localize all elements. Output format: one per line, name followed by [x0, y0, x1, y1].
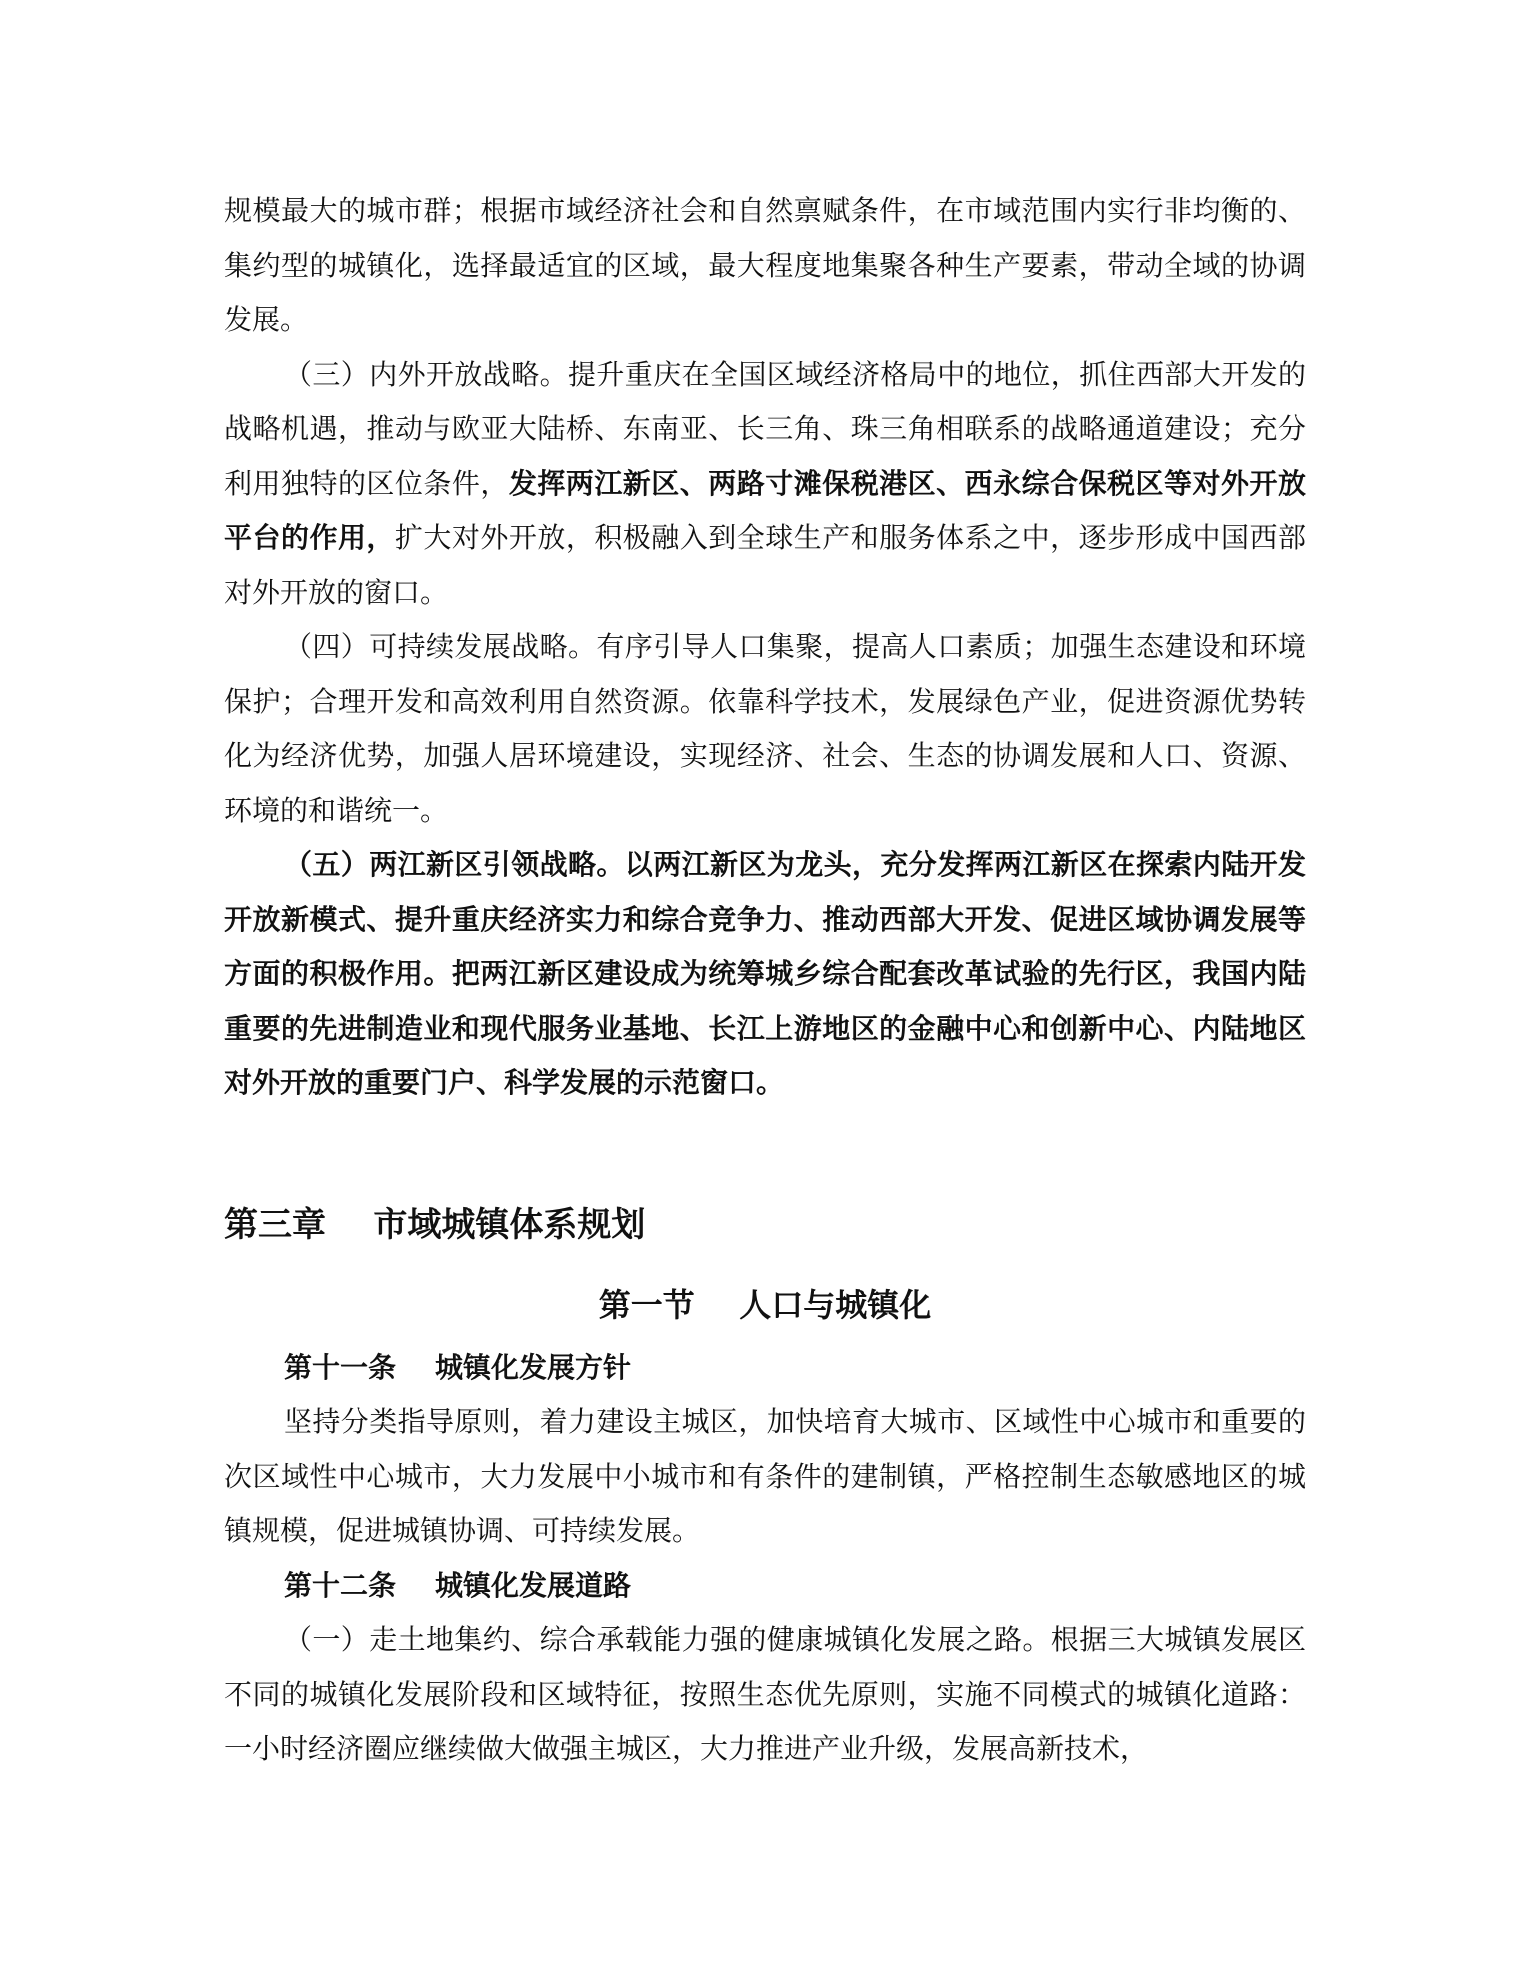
document-page — [224, 184, 1306, 1777]
article-11-title: 第十一条 城镇化发展方针 — [284, 1350, 631, 1384]
open-strategy-text-end: 扩大对外开放，积极融入到全球生产和服务体系之中，逐步形成中国西部对外开放的窗口。 — [224, 521, 1306, 609]
section-title: 第一节 人口与城镇化 — [598, 1285, 932, 1324]
paragraph-liangjiang-strategy: （五）两江新区引领战略。以两江新区为龙头，充分发挥两江新区在探索内陆开发开放新模式、提升重庆经济实力和综合竞争力、推动西部大开发、促进区域协调发展等方面的积极作用。把两江新区建设成为统筹城乡综合配套改革试验的先行区，我国内陆重要的先进制造业和现代服务业基地、长江上游地区的金融中心和创新中心、内陆地区对外开放的重要门户、科学发展的示范窗口。 — [224, 848, 1306, 1099]
paragraph-article-11: 坚持分类指导原则，着力建设主城区，加快培育大城市、区域性中心城市和重要的次区域性中心城市，大力发展中小城市和有条件的建制镇，严格控制生态敏感地区的城镇规模，促进城镇协调、可持续发展。 — [224, 1405, 1306, 1547]
paragraph-sustainable-strategy: （四）可持续发展战略。有序引导人口集聚，提高人口素质；加强生态建设和环境保护；合理开发和高效利用自然资源。依靠科学技术，发展绿色产业，促进资源优势转化为经济优势，加强人居环境建设，实现经济、社会、生态的协调发展和人口、资源、环境的和谐统一。 — [224, 630, 1306, 827]
open-strategy-text: （三）内外开放战略。提升重庆在全国区域经济格局中的地位，抓住西部大开发的战略机遇，推动与欧亚大陆桥、东南亚、长三角、珠三角相联系的战略通道建设；充分利用独特的区位条件， — [224, 357, 1306, 500]
article-12-title: 第十二条 城镇化发展道路 — [284, 1568, 631, 1602]
open-strategy-bold-text: 发挥两江新区、两路寸滩保税港区、西永综合保税区等对外开放平台的作用， — [224, 466, 1306, 554]
paragraph-continuation: 规模最大的城市群；根据市域经济社会和自然禀赋条件，在市域范围内实行非均衡的、集约型的城镇化，选择最适宜的区域，最大程度地集聚各种生产要素，带动全域的协调发展。 — [224, 194, 1306, 336]
paragraph-open-strategy — [224, 348, 1306, 621]
chapter-title: 第三章 市域城镇体系规划 — [224, 1204, 646, 1245]
paragraph-article-12: （一）走土地集约、综合承载能力强的健康城镇化发展之路。根据三大城镇发展区不同的城镇化发展阶段和区域特征，按照生态优先原则，实施不同模式的城镇化道路：一小时经济圈应继续做大做强主城区，大力推进产业升级，发展高新技术， — [224, 1623, 1306, 1765]
